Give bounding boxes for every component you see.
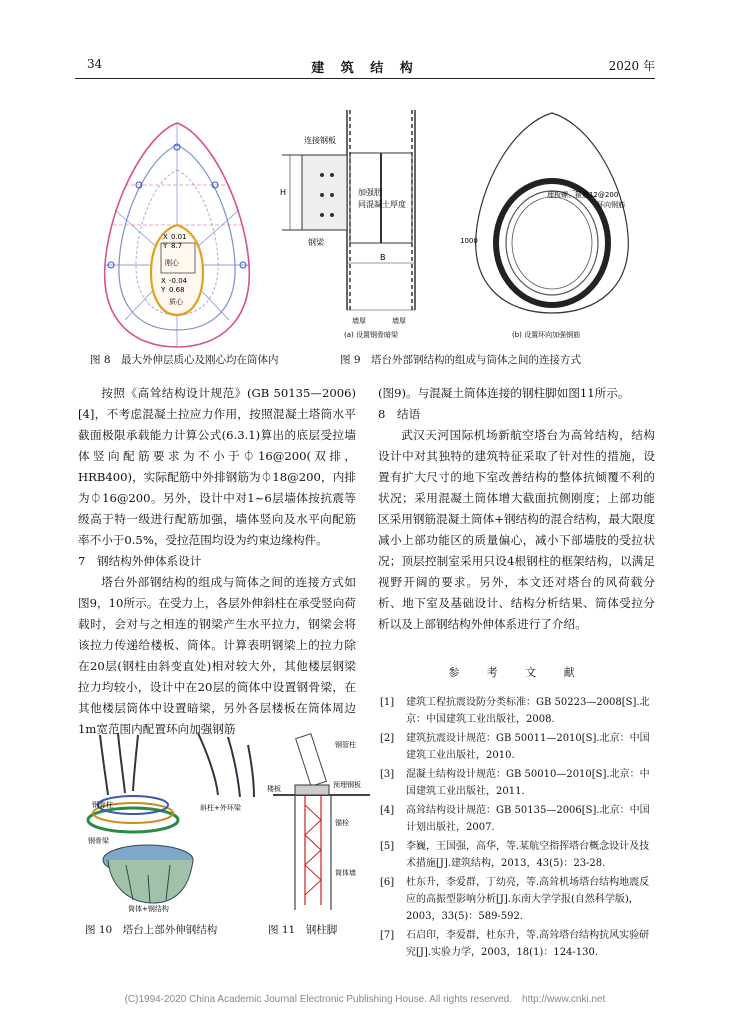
- reference-item: [380, 927, 655, 961]
- fig11-label: 钢管柱: [335, 741, 356, 749]
- reference-number: [4]: [380, 805, 395, 816]
- paragraph: 塔台外部钢结构的组成与筒体之间的连接方式如图9，10所示。在受力上，各层外伸斜柱在承受竖向荷载时，会对与之相连的钢梁产生水平拉力，钢梁会将该拉力传递给楼板、筒体。计算表明钢梁上的拉力除在20层(钢柱由斜变直处)相对较大外，其他楼层钢梁拉力均较小，设计中在20层的筒体中设置钢骨梁，在其他楼层筒体中设置暗梁，另外各层楼板在筒体周边1m宽范围内配置环向加强钢筋: [78, 575, 356, 736]
- reference-text: 建筑工程抗震设防分类标准：GB 50223—2008[S].北京：中国建筑工业出版社，2008.: [406, 697, 650, 725]
- fig9b-label: 环向钢筋: [597, 201, 625, 209]
- fig9a-label: 墙厚: [352, 317, 366, 325]
- journal-name: 建 筑 结 构: [311, 61, 419, 76]
- fig9a-label: 钢梁: [308, 238, 324, 247]
- fig11-label: 预埋钢板: [333, 781, 361, 789]
- reference-number: [1]: [380, 697, 395, 708]
- fig9b-subcaption: (b) 设置环向加强钢筋: [512, 331, 581, 339]
- reference-item: [380, 694, 655, 728]
- paragraph: (图9)。与混凝土筒体连接的钢柱脚如图11所示。: [378, 386, 630, 400]
- fig9b-label: 埋板螺、箍筋12@200: [547, 191, 619, 199]
- figure-8-caption: 图 8 最大外伸层质心及刚心均在筒体内: [90, 354, 279, 366]
- fig9a-label: 同混凝土厚度: [358, 200, 406, 209]
- fig9a-label: H: [280, 188, 287, 197]
- reference-text: 混凝土结构设计规范：GB 50010—2010[S].北京：中国建筑工业出版社，2011.: [406, 769, 650, 797]
- reference-text: 杜东升，李爱群，丁幼亮，等.高耸机场塔台结构地震反应的高振型影响分析[J].东南大学学报(自然科学版)，2003，33(5)：589-592.: [406, 877, 650, 922]
- fig9a-label: B: [380, 253, 386, 262]
- figure-10-steel-structure: [78, 725, 263, 913]
- fig9a-label: 连接钢板: [304, 136, 336, 145]
- figure-11-caption: 图 11 钢柱脚: [268, 924, 338, 936]
- reference-number: [2]: [380, 733, 395, 744]
- fig8-label: 0.01: [171, 233, 187, 241]
- references-title: 参 考 文 献: [448, 666, 587, 679]
- fig10-label: 钢骨梁: [88, 837, 109, 845]
- reference-text: 高耸结构设计规范：GB 50135—2006[S].北京：中国计划出版社，2007.: [406, 805, 650, 833]
- page-number: 34: [87, 57, 103, 71]
- reference-item: [380, 802, 655, 836]
- fig11-label: 锚栓: [335, 819, 349, 827]
- fig9a-subcaption: (a) 设置钢骨暗梁: [344, 331, 398, 339]
- fig10-label: 筒体+钢结构: [128, 905, 169, 913]
- reference-text: 建筑抗震设计规范：GB 50011—2010[S].北京：中国建筑工业出版社，2010.: [406, 733, 650, 761]
- header-rule: [75, 78, 655, 79]
- reference-number: [3]: [380, 769, 395, 780]
- fig11-label: 筒体墙: [335, 869, 356, 877]
- fig10-label: 钢骨柱: [92, 801, 113, 809]
- reference-number: [7]: [380, 930, 395, 941]
- fig8-label: 8.7: [171, 242, 183, 250]
- paragraph: 按照《高耸结构设计规范》(GB 50135—2006)[4]，不考虑混凝土拉应力作用，按照混凝土塔筒水平截面极限承载能力计算公式(6.3.1)算出的底层受拉墙体竖向配筋要求为不小于⏀16@200(双排，HRB400)，实际配筋中外排钢筋为⏀18@200，内排为⏀16@200。另外，设计中对1~6层墙体按抗震等级高于特一级进行配筋加强，墙体竖向及水平向配筋率不小于0.5%，受拉范围均设为约束边缘构件。: [78, 386, 356, 547]
- section-heading: 7 钢结构外伸体系设计: [78, 554, 202, 568]
- fig10-label: 斜柱+外环梁: [200, 804, 241, 812]
- fig8-label: X: [163, 233, 168, 241]
- figure-10-caption: 图 10 塔台上部外伸钢结构: [85, 924, 218, 936]
- fig8-label: Y: [161, 286, 166, 294]
- reference-item: [380, 766, 655, 800]
- body-right-column: [378, 383, 655, 635]
- fig9b-label: 1000: [460, 237, 478, 245]
- fig9a-label: 加强肋: [358, 188, 382, 197]
- figure-9-connection-detail: [262, 95, 662, 345]
- fig8-label: Y: [163, 242, 168, 250]
- fig8-label: 刚心: [165, 259, 179, 267]
- reference-text: 石启印，李爱群，杜东升，等.高耸塔台结构抗风实验研究[J].实验力学，2003，18(1)：124-130.: [406, 930, 650, 958]
- paragraph: 武汉天河国际机场新航空塔台为高耸结构，结构设计中对其独特的建筑特征采取了针对性的措施，设置有扩大尺寸的地下室改善结构的整体抗倾覆不利的状况；采用混凝土筒体增大截面抗侧刚度；上部功能区采用钢筋混凝土筒体+钢结构的混合结构，最大限度减小上部功能区的质量偏心，减小下部墙肢的受拉状况；顶层控制室采用只设4根钢柱的框架结构，以满足视野开阔的要求。另外，本文还对塔台的风荷载分析、地下室及基础设计、结构分析结果、筒体受拉分析以及上部钢结构外伸体系进行了介绍。: [378, 428, 655, 631]
- fig8-label: 质心: [169, 298, 183, 306]
- copyright-footer: (C)1994-2020 China Academic Journal Electronic Publishing House. All rights reserved. http://www.cnki.net: [124, 994, 606, 1005]
- fig11-label: 楼板: [267, 785, 281, 793]
- body-left-column: [78, 383, 356, 740]
- figure-9-caption: 图 9 塔台外部钢结构的组成与筒体之间的连接方式: [340, 354, 582, 366]
- figure-11-column-base: [265, 725, 375, 913]
- references-list: [380, 694, 655, 963]
- reference-text: 李巍，王国强，高华，等.某航空指挥塔台概念设计及技术措施[J].建筑结构，2013，43(5)：23-28.: [406, 841, 650, 869]
- running-header: [75, 57, 655, 75]
- fig8-label: X: [161, 277, 166, 285]
- reference-item: [380, 838, 655, 872]
- reference-item: [380, 874, 655, 925]
- fig9a-label: 墙厚: [392, 317, 406, 325]
- issue-year: 2020 年: [608, 59, 655, 73]
- fig8-label: -0.04: [169, 277, 188, 285]
- reference-number: [6]: [380, 877, 395, 888]
- reference-item: [380, 730, 655, 764]
- section-heading: 8 结语: [378, 407, 421, 421]
- figure-8-floor-plan: [95, 115, 260, 355]
- reference-number: [5]: [380, 841, 395, 852]
- fig8-label: 0.68: [169, 286, 185, 294]
